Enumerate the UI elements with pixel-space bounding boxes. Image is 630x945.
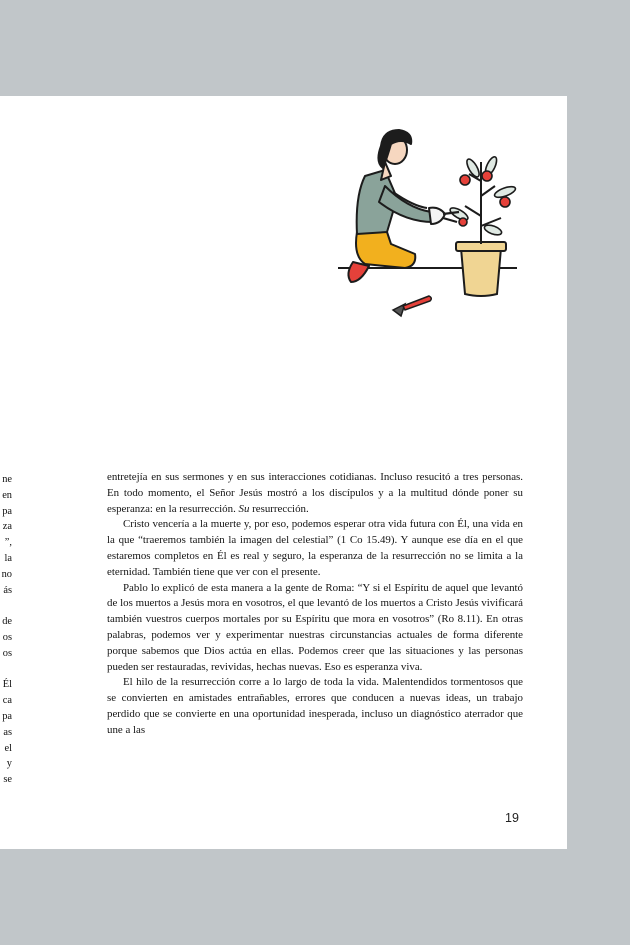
fragment-line: ne [2,474,12,485]
fragment-line: y [6,758,12,770]
fragment-line: la [4,552,12,564]
fragment-line: Él [2,679,12,691]
fragment-line: no [1,568,12,580]
fragment-line: se [3,774,12,786]
paragraph-1-end: resurrección. [249,502,309,515]
fragment-line: ca [2,695,12,707]
fragment-line: za [2,521,12,533]
fragment-line: ”, [4,537,12,549]
paragraph-1-text: entretejía en sus sermones y en sus interacciones cotidianas. Incluso resucitó a tres personas. En todo momento, el Señor Jesús mostró a los discípulos y a la multitud dónde poner su esperanza: en la resurrección. [107,471,523,515]
book-page [0,96,567,849]
paragraph-3: Pablo lo explicó de esta manera a la gente de Roma: “Y si el Espíritu de aquel que levantó de los muertos a Jesús mora en vosotros, el que levantó de los muertos a Cristo Jesús vivificará también vuestros cuerpos mortales por su Espíritu que mora en vosotros” (Ro 8.11). En otras palabras, podemos ver y experimentar nuestras circunstancias actuales de forma diferente porque sabemos que Dios actúa en ellas. Podemos creer que las situaciones y las personas pueden ser restauradas, revividas, hechas nuevas. Eso es esperanza viva. [107,581,523,673]
woman-gardening-illustration-icon [335,126,525,326]
fragment-line [0,662,12,678]
flower-pot-icon [456,242,506,296]
fragment-line: de [2,616,12,628]
fragment-line: ás [3,584,12,596]
paragraph-2: Cristo vencería a la muerte y, por eso, podemos esperar otra vida futura con Él, una vida en la que “traeremos también la imagen del celestial” (1 Co 15.49). Y aunque ese día en el que estaremos completos en Él es real y seguro, la esperanza de la resurrección no se limita a la eternidad. También tiene que ver con el presente. [107,518,523,578]
fragment-line: en [2,489,12,501]
fragment-line [0,598,12,614]
woman-figure-icon [348,130,459,282]
body-text [107,470,523,739]
fragment-line: el [4,742,12,754]
left-page-text-fragments [0,472,12,788]
fragment-line: os [2,647,12,659]
paragraph-1 [107,470,523,517]
page-number: 19 [505,811,519,825]
fragment-line: as [3,726,12,738]
fragment-line: pa [2,710,12,722]
fragment-line: pa [2,505,12,517]
paragraph-4: El hilo de la resurrección corre a lo largo de toda la vida. Malentendidos tormentosos que se convierten en amistades entrañables, errores que conducen a nuevas ideas, un trabajo perdido que se convierte en una oportunidad inesperada, incluso un diagnóstico aterrador que une a las [107,676,523,736]
trowel-icon [393,296,431,316]
emphasis-su: Su [238,502,250,515]
fragment-line: os [2,631,12,643]
